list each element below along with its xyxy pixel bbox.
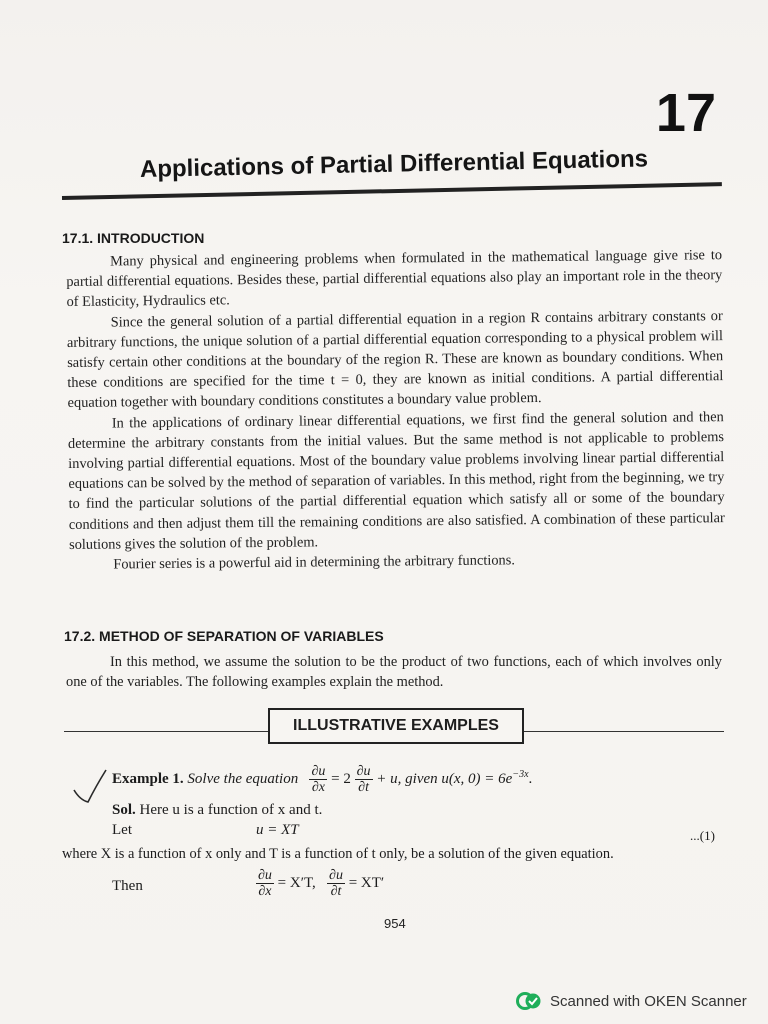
- introduction-body: [66, 245, 725, 575]
- then-label: Then: [112, 878, 143, 894]
- result-t-prime: = XT′: [348, 874, 385, 891]
- fraction-du-dt: $\frac{\partial u}{\partial t}$: [329, 868, 343, 899]
- sol-label: Sol.: [112, 802, 136, 818]
- example-label: Example 1.: [112, 770, 184, 787]
- period: .: [528, 770, 533, 787]
- section-heading-separation: 17.2. METHOD OF SEPARATION OF VARIABLES: [64, 628, 384, 644]
- paragraph: Many physical and engineering problems when formulated in the mathematical language give rise to partial differential equations. Besides these, partial differential equations also play an important role in the theory of Elasticity, Hydraulics etc.: [66, 247, 723, 311]
- exponent: −3x: [512, 768, 529, 780]
- divider-left: [64, 731, 268, 732]
- derivative-results: [256, 868, 384, 899]
- assumption-equation: u = XT: [256, 822, 299, 838]
- fraction-du-dx: $\frac{\partial u}{\partial x}$: [258, 868, 272, 899]
- sol-text: Here u is a function of x and t.: [139, 802, 323, 818]
- paragraph: In this method, we assume the solution to be the product of two functions, each of which involves only one of the variables. The following examples explain the method.: [66, 654, 722, 691]
- scanner-watermark: [516, 990, 747, 1012]
- let-label: Let: [112, 822, 132, 838]
- title-rule: [62, 182, 722, 200]
- section-heading-introduction: 17.1. INTRODUCTION: [62, 230, 205, 246]
- where-line: where X is a function of x only and T is a function of t only, be a solution of the given equation.: [62, 846, 614, 862]
- equation-reference: ...(1): [690, 828, 715, 843]
- equals-two: = 2: [331, 770, 351, 787]
- result-x-prime: = X′T,: [277, 874, 316, 891]
- divider-right: [524, 731, 724, 732]
- page-number: 954: [384, 916, 406, 931]
- handwritten-check-mark: [72, 766, 108, 806]
- paragraph: Since the general solution of a partial differential equation in a region R contains arbitrary constants or arbitrary functions, the unique solution of a partial differential equation corresponding to a physical problem will satisfy certain other conditions at the boundary of the region R. These are known as boundary conditions. When these conditions are specified for the time t = 0, they are known as initial conditions. A partial differential equation together with boundary conditions constitutes a boundary value problem.: [66, 307, 724, 412]
- example-prompt: Solve the equation: [187, 770, 299, 787]
- scanner-logo-icon: [516, 990, 542, 1012]
- example-1-line: [112, 764, 532, 795]
- solution-line: [112, 802, 322, 819]
- scanner-label: Scanned with OKEN Scanner: [550, 992, 747, 1010]
- paragraph: In the applications of ordinary linear differential equations, we first find the general solution and then determine the arbitrary constants from the initial values. But the same method is not applicable to problems involving partial differential equations. Most of the boundary value problems involving linear partial differential equations can be solved by the method of separation of variables. In this method, right from the beginning, we try to find the particular solutions of the partial differential equation which satisfy all or some of the boundary conditions and then adjust them till the remaining conditions are also satisfied. A combination of these particular solutions gives the solution of the problem.: [67, 408, 725, 553]
- chapter-number: 17: [655, 83, 716, 143]
- illustrative-examples-heading: ILLUSTRATIVE EXAMPLES: [268, 708, 524, 744]
- fraction-du-dt: $\frac{\partial u}{\partial t}$: [356, 764, 371, 795]
- method-body: [66, 652, 722, 692]
- fraction-du-dx: $\frac{\partial u}{\partial x}$: [311, 764, 326, 795]
- initial-condition: + u, given u(x, 0) = 6e: [376, 770, 513, 787]
- paragraph: Fourier series is a powerful aid in determining the arbitrary functions.: [113, 552, 515, 573]
- chapter-title: Applications of Partial Differential Equations: [139, 145, 649, 183]
